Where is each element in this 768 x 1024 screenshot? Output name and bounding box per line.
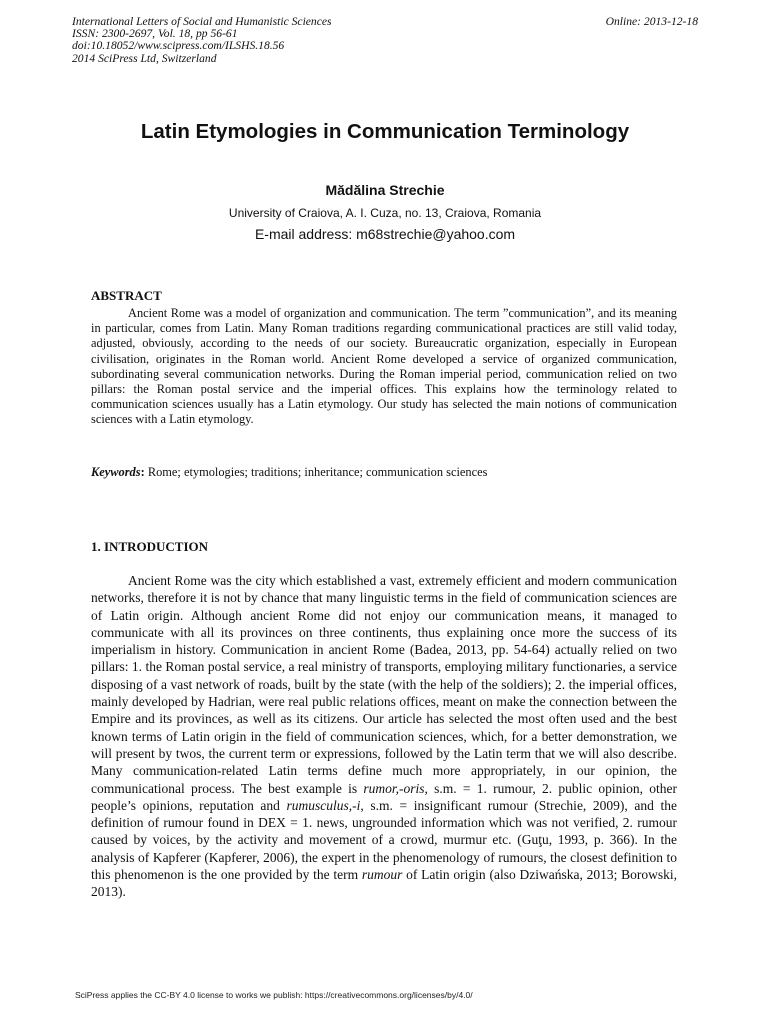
abstract-text: Ancient Rome was a model of organization and communication. The term ”communication”, and its meaning in particular, comes from Latin. Many Roman traditions regarding communicational practices are still valid today, adjusted, obviously, according to the needs of our society. Bureaucratic organization, especially in European civilisation, originates in the Roman world. Ancient Rome developed a service of organized communication, subordinating several communication networks. During the Roman imperial period, communication relied on two pillars: the Roman postal service and the imperial offices. This explains how the terminology related to communication sciences usually has a Latin etymology. Our study has selected the main notions of communication sciences with a Latin etymology. [91,306,677,427]
intro-text-4: of Latin origin (also Dziwańska, 2013; Borowski, 2013). [91,867,677,900]
keywords [91,465,677,480]
intro-text-2: s.m. = 1. rumour, 2. public opinion, other people’s opinions, reputation and [91,780,677,813]
abstract-heading: ABSTRACT [91,288,162,303]
doi: doi:10.18052/www.scipress.com/ILSHS.18.56 [72,39,285,53]
issn: ISSN: 2300-2697, Vol. 18, pp 56-61 [72,27,238,41]
license-footer: SciPress applies the CC-BY 4.0 license to works we publish: https://creativecommons.org/licenses/by/4.0/ [75,990,473,1000]
publisher: 2014 SciPress Ltd, Switzerland [72,51,217,65]
journal-name: International Letters of Social and Humanistic Sciences [72,15,332,28]
keywords-colon: : [140,465,148,479]
term-rumor: rumor,-oris, [363,780,428,796]
keywords-text: Rome; etymologies; traditions; inheritance; communication sciences [147,465,488,479]
online-date: Online: 2013-12-18 [605,15,698,28]
intro-text-1: Ancient Rome was the city which established a vast, extremely efficient and modern communication networks, therefore it is not by chance that many linguistic terms in the field of communication sciences are of Latin origin. Although ancient Rome did not enjoy our communication means, it managed to communicate with all its provinces on three continents, thus explaining once more the success of its imperialism in history. Communication in ancient Rome (Badea, 2013, pp. 54-64) actually relied on two pillars: 1. the Roman postal service, a real ministry of transports, employing military functionaries, a service disposing of a vast network of roads, built by the state (with the help of the soldiers); 2. the imperial offices, mainly developed by Hadrian, were real public relations offices, meant on make the connection between the Empire and its provinces, as well as its citizens. Our article has selected the most often used and the best known terms of Latin origin in the field of communication sciences, which, for a better demonstration, we will present by twos, the current term or expressions, followed by the Latin term that we will also describe. Many communication-related Latin terms define much more appropriately, in our opinion, the communicational process. The best example is [91,573,677,796]
introduction-heading: 1. INTRODUCTION [91,539,209,554]
author-name: Mădălina Strechie [325,182,445,198]
introduction-paragraph [91,572,677,901]
intro-text-3: , s.m. = insignificant rumour (Strechie, 2009), and the definition of rumour found in DEX = 1. news, ungrounded information which was not verified, 2. rumour caused by voices, by the activity and movement of a crowd, murmur etc. (Guţu, 1993, p. 366). In the analysis of Kapferer (Kapferer, 2006), the expert in the phenomenology of rumours, the closest definition to this phenomenon is the one provided by the term [91,797,677,883]
paper-title: Latin Etymologies in Communication Terminology [140,120,630,143]
term-rumusculus: rumusculus,-i [286,797,361,813]
author-email: E-mail address: m68strechie@yahoo.com [254,226,516,242]
term-rumour: rumour [361,867,403,883]
keywords-label: Keywords [91,465,141,479]
author-affiliation: University of Craiova, A. I. Cuza, no. 13, Craiova, Romania [228,206,542,220]
journal-header [72,16,698,65]
